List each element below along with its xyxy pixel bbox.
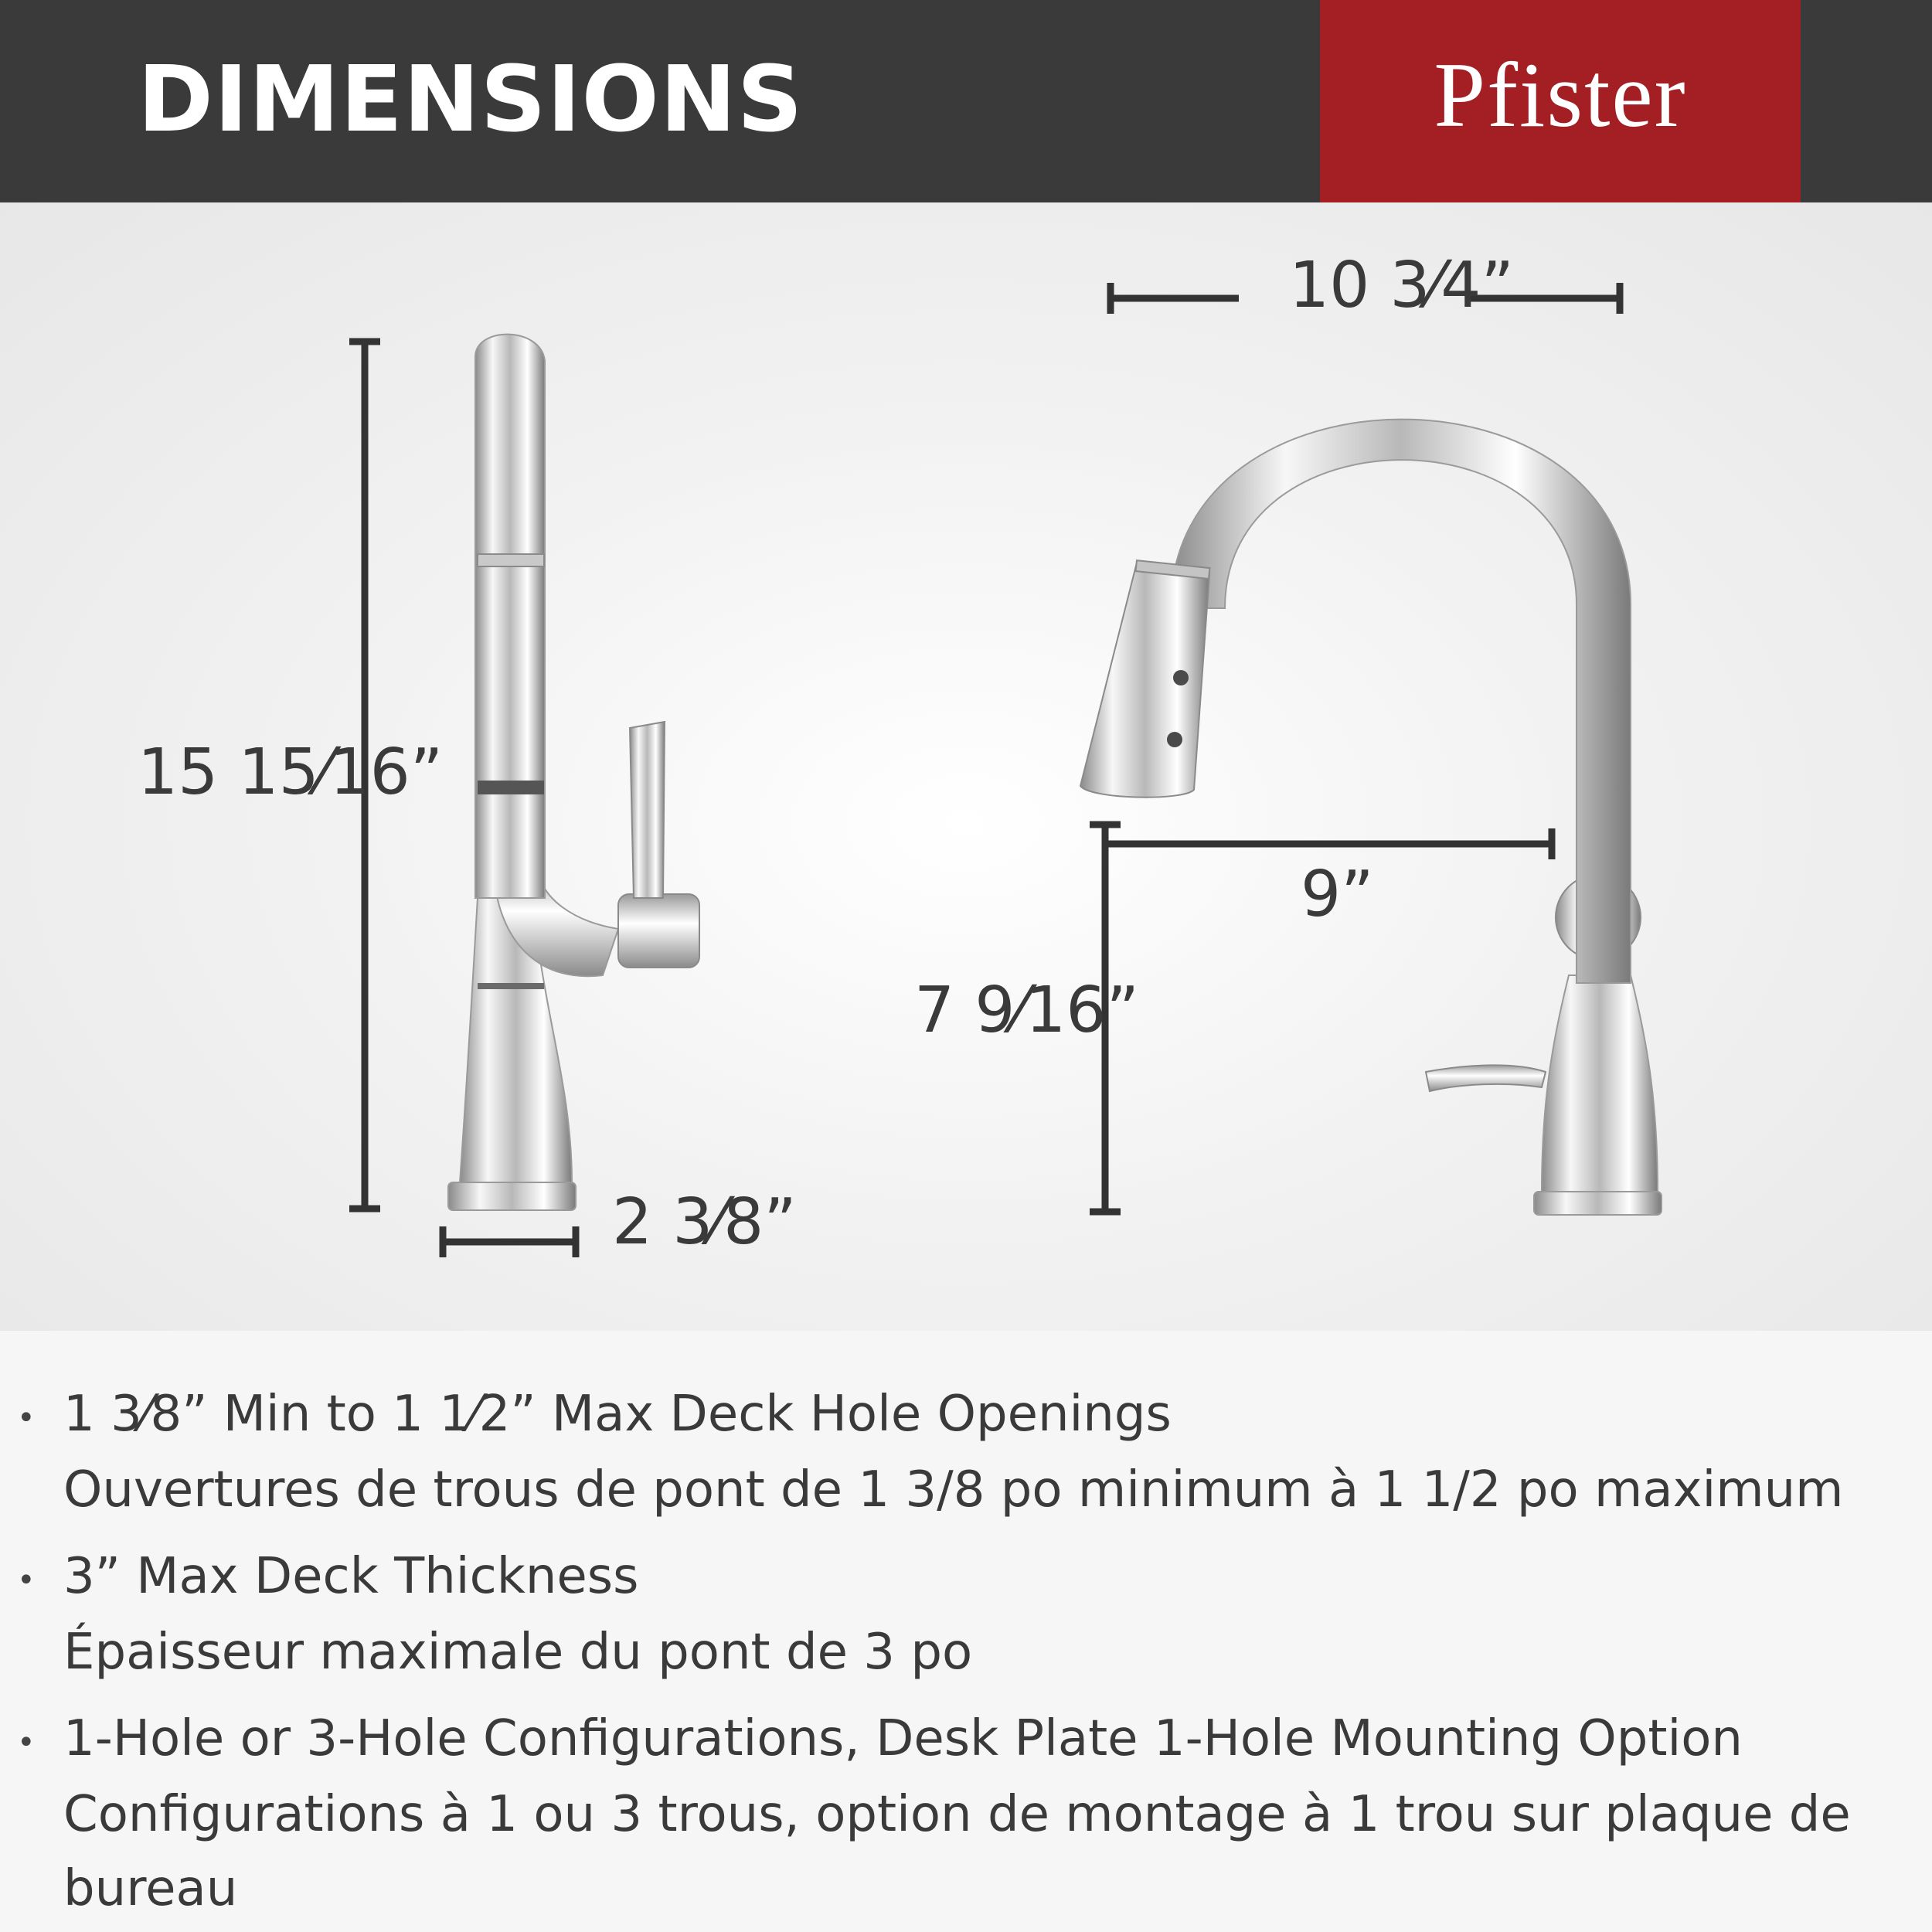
front-spray-head (1080, 566, 1209, 798)
side-base (448, 1182, 576, 1210)
side-lever (630, 722, 665, 898)
front-lever (1426, 1065, 1546, 1091)
side-spout (475, 335, 545, 898)
bullet-icon: • (17, 1563, 36, 1598)
front-reach-dimension (1105, 828, 1552, 859)
bullet-icon: • (17, 1725, 36, 1760)
spec-list (0, 1331, 1932, 1932)
bullet-icon: • (17, 1400, 36, 1436)
front-view-faucet (1080, 420, 1662, 1215)
side-base-dimension (443, 1226, 576, 1257)
spec-french: Configurations à 1 ou 3 trous, option de montage à 1 trou sur plaque de bureau (63, 1786, 1851, 1917)
spec-english: 1 3⁄8” Min to 1 1⁄2” Max Deck Hole Openings (63, 1386, 1172, 1443)
brand-logo: Pfister (1434, 43, 1687, 146)
dimension-diagram (0, 202, 1932, 1331)
spec-french: Ouvertures de trous de pont de 1 3/8 po minimum à 1 1/2 po maximum (63, 1461, 1844, 1519)
spec-french: Épaisseur maximale du pont de 3 po (63, 1624, 973, 1681)
front-spout-height-label: 7 9⁄16” (914, 974, 1139, 1047)
front-spray-button-1 (1173, 670, 1189, 685)
side-view-faucet (448, 335, 699, 1210)
page-title: DIMENSIONS (138, 46, 804, 152)
side-spray-face (478, 781, 544, 794)
side-handle-hub (618, 894, 699, 968)
header-bar (0, 0, 1932, 202)
brand-logo-box (1320, 0, 1801, 202)
front-base (1534, 1192, 1662, 1215)
side-height-label: 15 15⁄16” (138, 736, 444, 809)
spec-english: 3” Max Deck Thickness (63, 1548, 639, 1605)
side-base-width-label: 2 3⁄8” (612, 1185, 797, 1259)
side-ring-top (478, 554, 544, 566)
spec-english: 1-Hole or 3-Hole Configurations, Desk Plate 1-Hole Mounting Option (63, 1710, 1743, 1767)
side-aerator (478, 983, 544, 989)
front-width-label: 10 3⁄4” (1289, 249, 1514, 322)
front-body (1542, 975, 1658, 1192)
front-reach-label: 9” (1301, 858, 1374, 931)
front-spray-button-2 (1167, 732, 1182, 747)
